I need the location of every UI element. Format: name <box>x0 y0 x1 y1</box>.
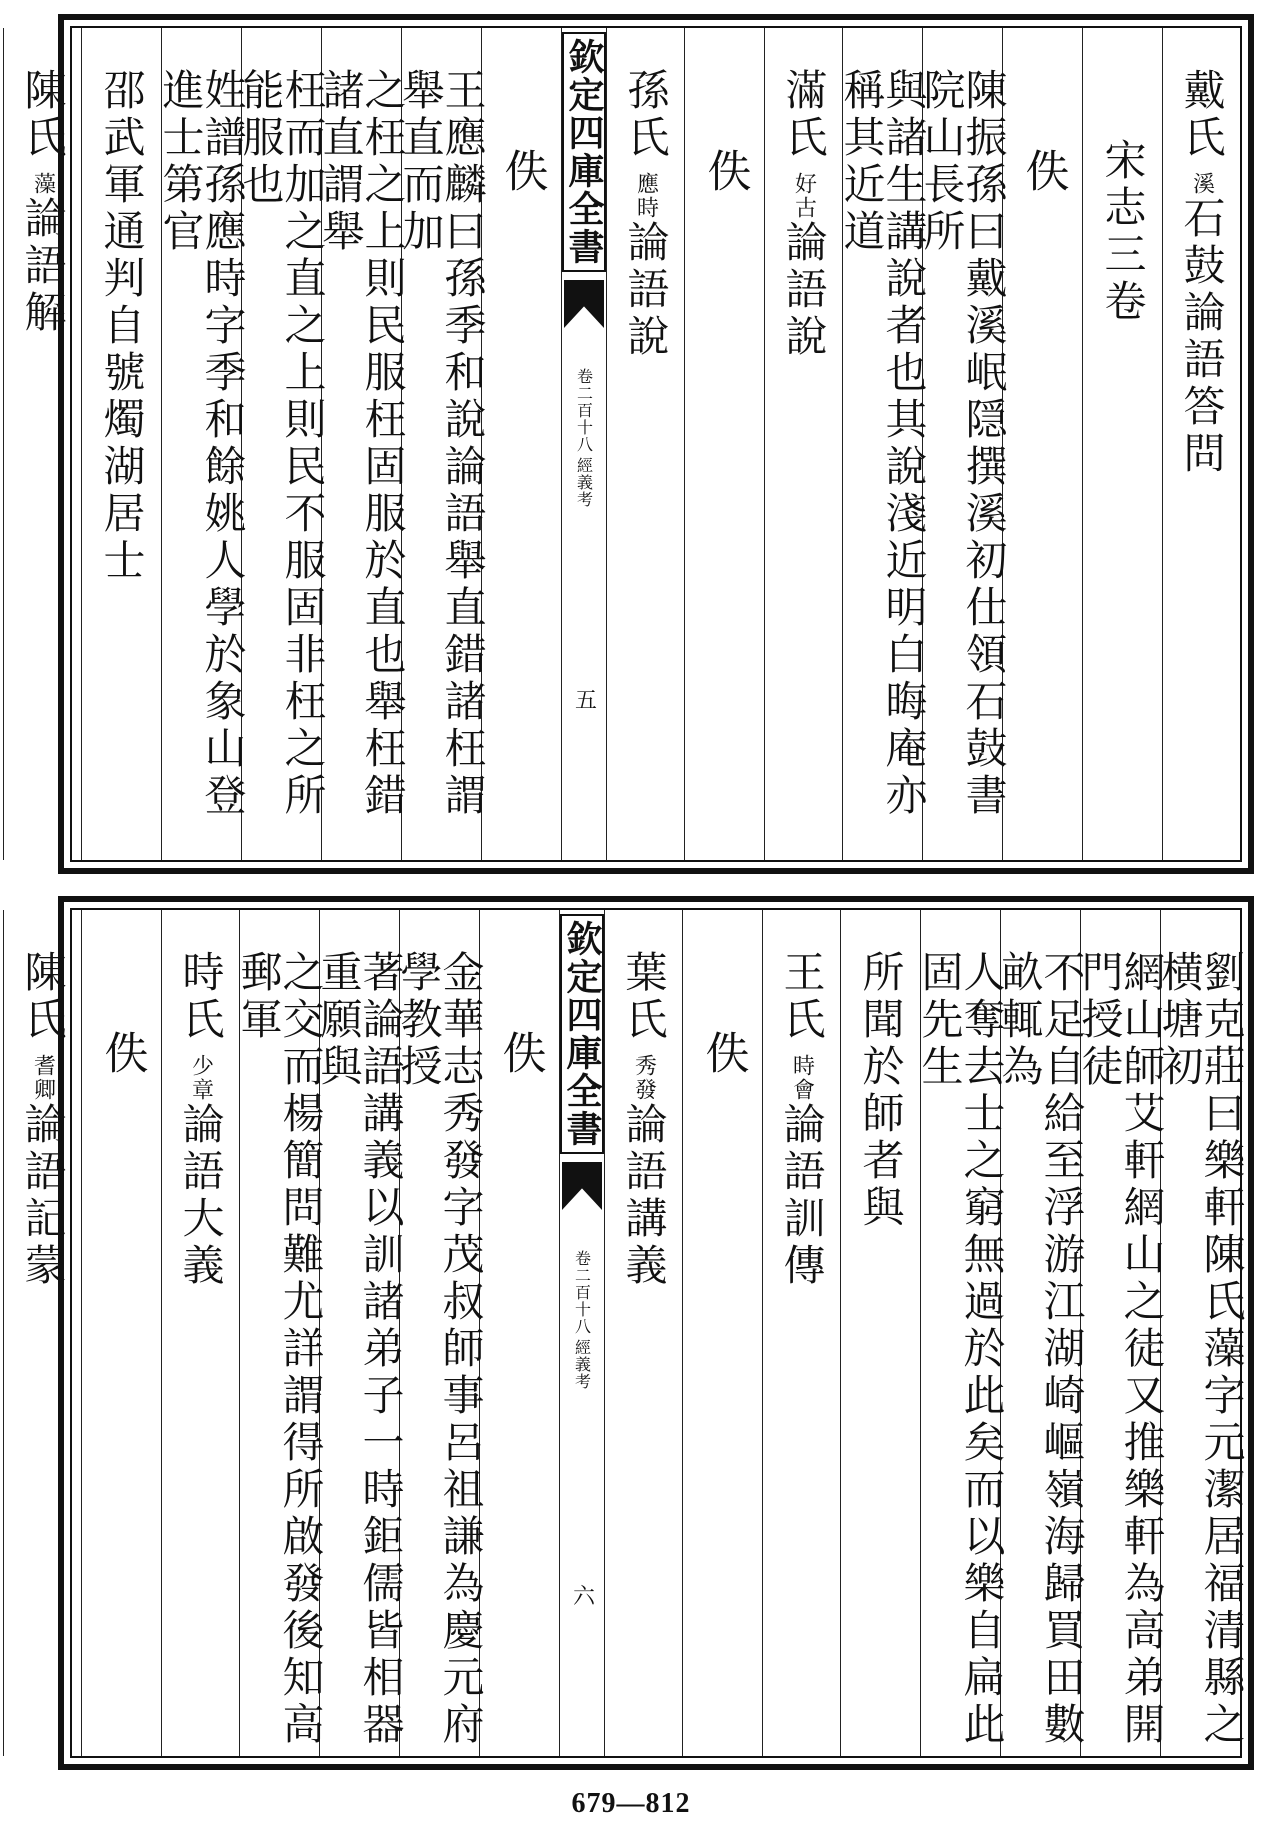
bottom-leaf-columns <box>18 908 1247 1758</box>
text-column: 姓譜孫應時字季和餘姚人學於象山登進士第官 <box>161 28 241 860</box>
status-lost: 佚 <box>682 910 762 1756</box>
status-lost: 佚 <box>684 28 764 860</box>
top-leaf-columns <box>18 26 1242 862</box>
text-column: 著論語講義以訓諸弟子一時鉅儒皆相器重願與 <box>319 910 399 1756</box>
text-column: 不足自給至浮游江湖崎嶇嶺海歸買田數畝輒為 <box>1000 910 1080 1756</box>
page-number: 679—812 <box>571 1788 691 1819</box>
status-lost <box>0 28 3 860</box>
entry-title-chen: 陳氏 藻 論語解 <box>3 28 81 860</box>
text-column: 邵武軍通判自號燭湖居士 <box>81 28 161 860</box>
text-column: 枉而加之直之上則民不服固非枉之所能服也 <box>241 28 321 860</box>
entry-title-sun: 孫氏 應時 論語說 <box>606 28 684 860</box>
volume-note: 宋志三卷 <box>1082 28 1162 860</box>
status-lost: 佚 <box>81 910 161 1756</box>
text-column: 人奪去士之窮無過於此矣而以樂自扁此固先生 <box>920 910 1000 1756</box>
text-column: 網山師艾軒網山之徒又推樂軒為高弟開門授徒 <box>1080 910 1160 1756</box>
book-title: 欽定四庫全書 <box>562 32 606 272</box>
book-margin-column <box>561 28 606 860</box>
book-title: 欽定四庫全書 <box>560 914 604 1154</box>
status-lost: 佚 <box>481 28 561 860</box>
fishtail-mark <box>562 1162 602 1210</box>
bottom-leaf-panel <box>18 896 1254 1770</box>
entry-title-ye: 葉氏 秀發 論語講義 <box>604 910 682 1756</box>
entry-title-shi: 時氏 少章 論語大義 <box>161 910 239 1756</box>
chapter-info: 經義考 卷二百十八 <box>572 1250 592 1390</box>
text-column: 與諸生講說者也其說淺近明白晦庵亦稱其近道 <box>842 28 922 860</box>
book-margin-column <box>559 910 604 1756</box>
text-column: 之交而楊簡問難尤詳謂得所啟發後知高郵軍 <box>239 910 319 1756</box>
text-column: 王應麟曰孫季和說論語舉直錯諸枉謂舉直而加 <box>401 28 481 860</box>
volume-note <box>0 910 3 1756</box>
entry-title-man: 滿氏 好古 論語說 <box>764 28 842 860</box>
chapter-info: 經義考 卷二百十八 <box>574 368 594 508</box>
entry-title-wang: 王氏 時會 論語訓傳 <box>762 910 840 1756</box>
text-column: 劉克莊曰樂軒陳氏藻字元潔居福清縣之横塘初 <box>1160 910 1240 1756</box>
entry-title-dai: 戴氏 溪 石鼓論語答問 <box>1162 28 1240 860</box>
entry-title-chen-qiqing: 陳氏 耆卿 論語記蒙 <box>3 910 81 1756</box>
text-column: 陳振孫曰戴溪岷隠撰溪初仕領石鼓書院山長所 <box>922 28 1002 860</box>
leaf-number: 六 <box>569 1584 595 1606</box>
fishtail-mark <box>564 280 604 328</box>
text-column: 之枉之上則民服枉固服於直也舉枉錯諸直謂舉 <box>321 28 401 860</box>
top-leaf-panel <box>18 14 1254 874</box>
text-column: 金華志秀發字茂叔師事呂祖謙為慶元府學教授 <box>399 910 479 1756</box>
status-lost: 佚 <box>479 910 559 1756</box>
text-column: 所聞於師者與 <box>840 910 920 1756</box>
leaf-number: 五 <box>571 688 597 710</box>
status-lost: 佚 <box>1002 28 1082 860</box>
